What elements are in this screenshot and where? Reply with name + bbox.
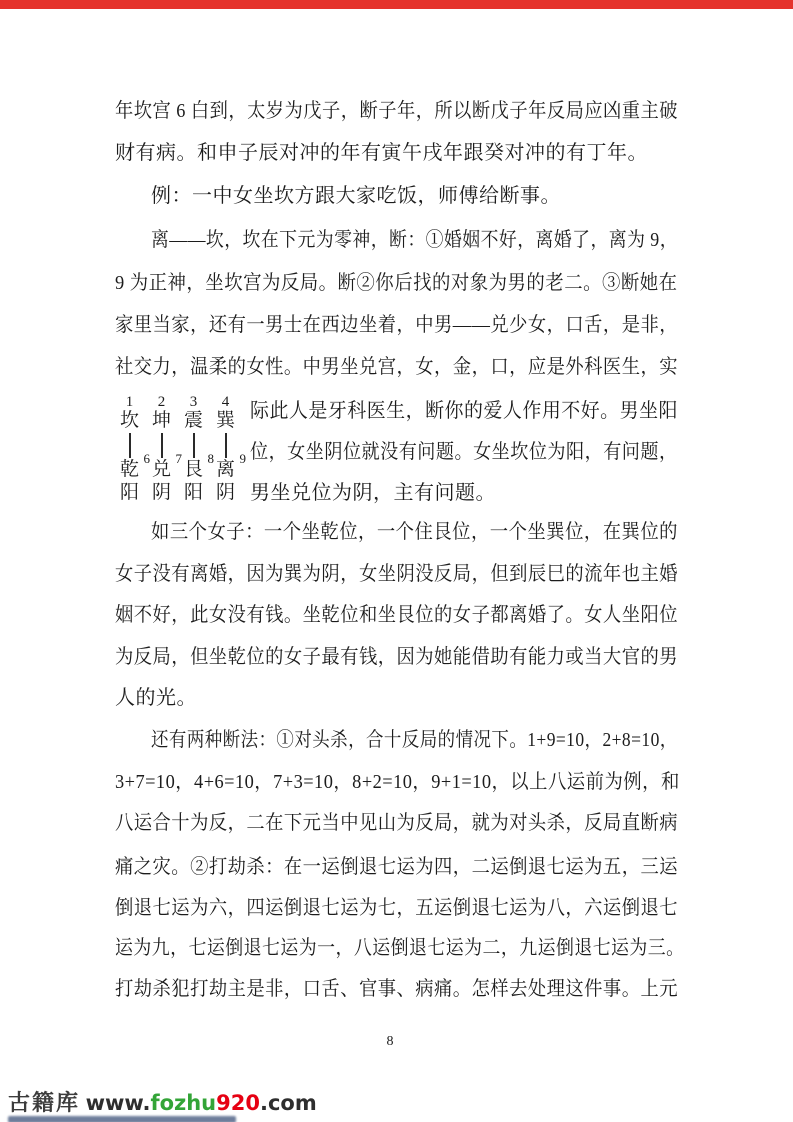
body-text-line: 社交力，温柔的女性。中男坐兑宫，女，金，口，应是外科医生，实 xyxy=(115,356,678,378)
trigram-sup-number: 8 xyxy=(207,451,214,466)
body-text-line: 倒退七运为六，四运倒退七运为七，五运倒退七运为八，六运倒退七 xyxy=(115,897,678,919)
trigram-bottom-char: 离 xyxy=(215,459,235,480)
trigram-top: 坎 xyxy=(119,410,139,431)
page-number: 8 xyxy=(386,1034,394,1049)
trigram-bottom xyxy=(183,451,214,480)
polarity-label: 阳 xyxy=(183,482,203,503)
body-text-line: 人的光。 xyxy=(115,687,197,709)
trigram-bottom-char: 兑 xyxy=(151,459,171,480)
body-text-line: 财有病。和申子辰对冲的年有寅午戌年跟癸对冲的有丁年。 xyxy=(115,142,648,164)
trigram-top: 坤 xyxy=(151,410,171,431)
trigram-number: 3 xyxy=(189,394,198,410)
trigram-bottom-char: 乾 xyxy=(119,459,139,480)
body-text-line: 年坎宫 6 白到，太岁为戊子，断子年，所以断戊子年反局应凶重主破 xyxy=(115,100,678,122)
polarity-label: 阳 xyxy=(119,482,139,503)
body-text-line: 痛之灾。②打劫杀：在一运倒退七运为四，二运倒退七运为五，三运 xyxy=(115,856,678,878)
watermark xyxy=(8,1086,317,1117)
connector-line xyxy=(225,433,227,458)
trigram-number: 1 xyxy=(125,394,134,410)
polarity-label: 阴 xyxy=(215,482,235,503)
watermark-url-www: www. xyxy=(85,1091,151,1115)
trigram-number: 2 xyxy=(157,394,166,410)
diagram-column xyxy=(183,394,214,503)
trigram-sup-number: 9 xyxy=(239,451,246,466)
connector-line xyxy=(161,433,163,458)
body-text-line: 9 为正神，坐坎宫为反局。断②你后找的对象为男的老二。③断她在 xyxy=(115,272,678,294)
trigram-top: 震 xyxy=(183,410,203,431)
top-red-bar xyxy=(0,0,793,9)
trigram-bottom xyxy=(215,451,246,480)
body-text-line: 3+7=10，4+6=10，7+3=10，8+2=10，9+1=10，以上八运前为例，和 xyxy=(115,771,680,793)
trigram-bottom xyxy=(151,451,182,480)
body-text-line: 例：一中女坐坎方跟大家吃饭，师傅给断事。 xyxy=(151,185,561,207)
trigram-sup-number: 6 xyxy=(143,451,150,466)
polarity-label: 阴 xyxy=(151,482,171,503)
body-text-line: 打劫杀犯打劫主是非，口舌、官事、病痛。怎样去处理这件事。上元 xyxy=(115,978,678,1000)
trigram-number: 4 xyxy=(221,394,230,410)
body-text-line: 离——坎，坎在下元为零神，断：①婚姻不好，离婚了，离为 9， xyxy=(151,229,678,251)
body-text-line: 男坐兑位为阴，主有问题。 xyxy=(250,482,496,504)
connector-line xyxy=(193,433,195,458)
body-text-line: 还有两种断法：①对头杀，合十反局的情况下。1+9=10，2+8=10， xyxy=(151,729,678,751)
connector-line xyxy=(129,433,131,458)
body-text-line: 家里当家，还有一男士在西边坐着，中男——兑少女，口舌，是非， xyxy=(115,314,678,336)
body-text-line: 女子没有离婚，因为巽为阴，女坐阴没反局，但到辰巳的流年也主婚 xyxy=(115,563,678,585)
watermark-site-name: 古籍库 xyxy=(8,1091,81,1116)
body-text-line: 运为九，七运倒退七运为一，八运倒退七运为二，九运倒退七运为三。 xyxy=(115,937,685,959)
body-text-line: 际此人是牙科医生，断你的爱人作用不好。男坐阳 xyxy=(250,400,678,422)
body-text-line: 八运合十为反，二在下元当中见山为反局，就为对头杀，反局直断病 xyxy=(115,812,678,834)
watermark-url-suffix: .com xyxy=(259,1091,317,1115)
body-text-line: 为反局，但坐乾位的女子最有钱，因为她能借助有能力或当大官的男 xyxy=(115,646,678,668)
diagram-column xyxy=(215,394,246,503)
watermark-url xyxy=(86,1091,317,1115)
body-text-line: 位，女坐阴位就没有问题。女坐坎位为阳，有问题， xyxy=(250,441,678,463)
trigram-top: 巽 xyxy=(215,410,235,431)
trigram-bottom xyxy=(119,451,150,480)
trigram-sup-number: 7 xyxy=(175,451,182,466)
watermark-clipped-second-line xyxy=(8,1116,236,1122)
trigram-bottom-char: 艮 xyxy=(183,459,203,480)
diagram-column xyxy=(151,394,182,503)
diagram-column xyxy=(119,394,150,503)
watermark-url-red: 920 xyxy=(216,1091,260,1115)
trigram-pairing-diagram xyxy=(119,394,246,503)
body-text-line: 姻不好，此女没有钱。坐乾位和坐艮位的女子都离婚了。女人坐阳位 xyxy=(115,604,678,626)
body-text-line: 如三个女子：一个坐乾位，一个住艮位，一个坐巽位，在巽位的 xyxy=(151,521,678,543)
watermark-url-green: fozhu xyxy=(150,1091,217,1115)
